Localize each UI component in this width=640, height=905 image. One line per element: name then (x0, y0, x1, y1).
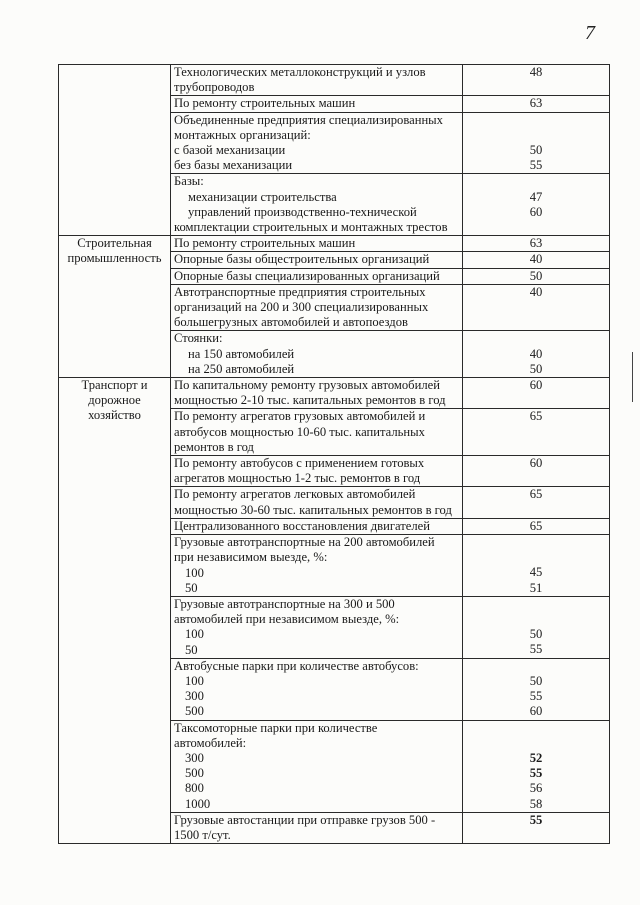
value-cell: 45 51 (463, 535, 610, 597)
description-cell: По капитальному ремонту грузовых автомобилей мощностью 2-10 тыс. капитальных ремонтов в год (171, 378, 463, 409)
description-cell: Опорные базы специализированных организаций (171, 268, 463, 284)
value-cell: 63 (463, 96, 610, 112)
norms-table (58, 64, 610, 844)
value-cell: 50 (463, 268, 610, 284)
value-cell: 65 (463, 409, 610, 456)
description-cell: Базы: механизации строительства управлений производственно-технической комплектации строительных и монтажных трестов (171, 174, 463, 236)
value-cell: 65 (463, 518, 610, 534)
description-cell: Грузовые автостанции при отправке грузов 500 - 1500 т/сут. (171, 812, 463, 843)
description-cell: Автотранспортные предприятия строительных организаций на 200 и 300 специализированных большегрузных автомобилей и автопоездов (171, 284, 463, 331)
description-cell: Таксомоторные парки при количестве автомобилей: 300 500 800 1000 (171, 720, 463, 812)
value-cell: 65 (463, 487, 610, 518)
value-cell: 55 (463, 812, 610, 843)
value-cell: 60 (463, 456, 610, 487)
category-cell (59, 65, 171, 236)
table-row (59, 236, 610, 252)
value-cell: 47 60 (463, 174, 610, 236)
value-cell: 40 (463, 252, 610, 268)
description-cell: По ремонту автобусов с применением готовых агрегатов мощностью 1-2 тыс. ремонтов в год (171, 456, 463, 487)
description-cell: Грузовые автотранспортные на 200 автомобилей при независимом выезде, %: 100 50 (171, 535, 463, 597)
value-cell: 40 (463, 284, 610, 331)
value-cell: 63 (463, 236, 610, 252)
value-cell: 52 55 56 58 (463, 720, 610, 812)
description-cell: По ремонту агрегатов грузовых автомобилей и автобусов мощностью 10-60 тыс. капитальных ремонтов в год (171, 409, 463, 456)
description-cell: Объединенные предприятия специализированных монтажных организаций: с базой механизации без базы механизации (171, 112, 463, 174)
description-cell: Технологических металлоконструкций и узлов трубопроводов (171, 65, 463, 96)
value-cell: 60 (463, 378, 610, 409)
value-cell: 50 55 (463, 596, 610, 658)
description-cell: По ремонту строительных машин (171, 236, 463, 252)
value-cell: 50 55 (463, 112, 610, 174)
description-cell: Грузовые автотранспортные на 300 и 500 автомобилей при независимом выезде, %: 100 50 (171, 596, 463, 658)
description-cell: Стоянки: на 150 автомобилей на 250 автомобилей (171, 331, 463, 378)
value-cell: 40 50 (463, 331, 610, 378)
value-cell: 48 (463, 65, 610, 96)
page-number: 7 (585, 22, 595, 44)
category-cell: Транспорт и дорожное хозяйство (59, 378, 171, 844)
category-cell: Строительная промышленность (59, 236, 171, 378)
table-row (59, 378, 610, 409)
table-row (59, 65, 610, 96)
description-cell: По ремонту строительных машин (171, 96, 463, 112)
description-cell: Централизованного восстановления двигателей (171, 518, 463, 534)
margin-mark (632, 352, 633, 402)
description-cell: По ремонту агрегатов легковых автомобилей мощностью 30-60 тыс. капитальных ремонтов в год (171, 487, 463, 518)
description-cell: Автобусные парки при количестве автобусов: 100 300 500 (171, 658, 463, 720)
value-cell: 50 55 60 (463, 658, 610, 720)
description-cell: Опорные базы общестроительных организаций (171, 252, 463, 268)
